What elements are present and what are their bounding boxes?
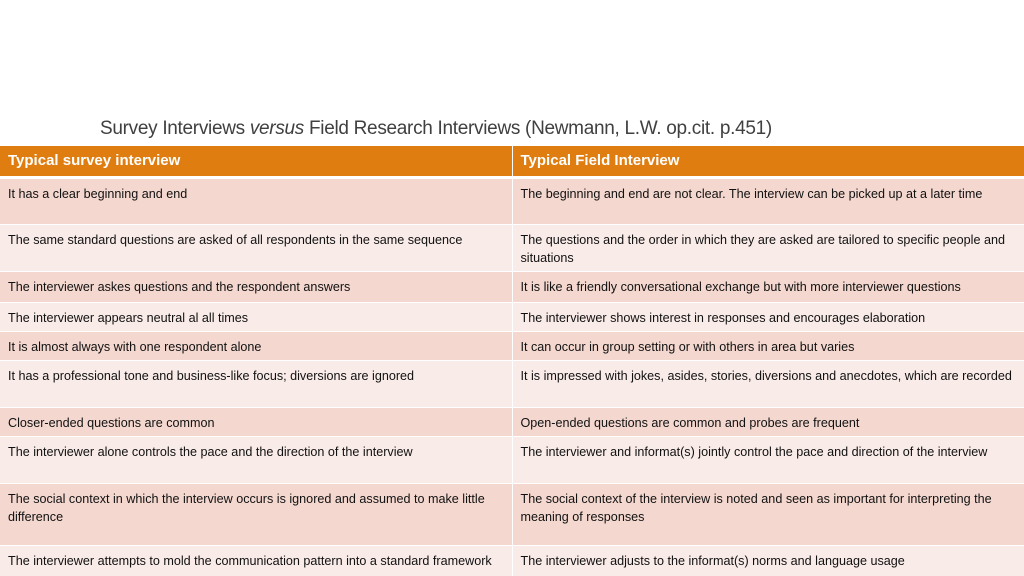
slide-title [100, 118, 772, 140]
comparison-table [0, 146, 1024, 576]
field-cell: The interviewer shows interest in responses and encourages elaboration [512, 302, 1024, 331]
survey-cell: It has a clear beginning and end [0, 177, 512, 224]
field-cell: It is like a friendly conversational exchange but with more interviewer questions [512, 271, 1024, 302]
table-row [0, 224, 1024, 271]
table-row [0, 483, 1024, 545]
field-cell: The questions and the order in which they are asked are tailored to specific people and situations [512, 224, 1024, 271]
survey-cell: The same standard questions are asked of all respondents in the same sequence [0, 224, 512, 271]
header-survey-interview: Typical survey interview [0, 146, 512, 177]
survey-cell: The interviewer attempts to mold the communication pattern into a standard framework [0, 545, 512, 576]
survey-cell: Closer-ended questions are common [0, 407, 512, 436]
table-row [0, 436, 1024, 483]
survey-cell: The interviewer alone controls the pace and the direction of the interview [0, 436, 512, 483]
table-row [0, 360, 1024, 407]
field-cell: The beginning and end are not clear. The interview can be picked up at a later time [512, 177, 1024, 224]
table-row [0, 271, 1024, 302]
survey-cell: The interviewer askes questions and the respondent answers [0, 271, 512, 302]
survey-cell: The social context in which the interview occurs is ignored and assumed to make little difference [0, 483, 512, 545]
field-cell: The social context of the interview is noted and seen as important for interpreting the meaning of responses [512, 483, 1024, 545]
table-row [0, 177, 1024, 224]
survey-cell: It is almost always with one respondent alone [0, 331, 512, 360]
table-row [0, 545, 1024, 576]
title-part-1: Survey Interviews [100, 118, 250, 139]
table-header-row [0, 146, 1024, 177]
table-row [0, 302, 1024, 331]
survey-cell: The interviewer appears neutral al all times [0, 302, 512, 331]
field-cell: It is impressed with jokes, asides, stories, diversions and anecdotes, which are recorded [512, 360, 1024, 407]
field-cell: The interviewer adjusts to the informat(s) norms and language usage [512, 545, 1024, 576]
field-cell: It can occur in group setting or with others in area but varies [512, 331, 1024, 360]
title-part-2: Field Research Interviews (Newmann, L.W. op.cit. p.451) [304, 118, 772, 139]
survey-cell: It has a professional tone and business-like focus; diversions are ignored [0, 360, 512, 407]
table-row [0, 331, 1024, 360]
field-cell: Open-ended questions are common and probes are frequent [512, 407, 1024, 436]
title-emphasis: versus [249, 118, 304, 139]
table-row [0, 407, 1024, 436]
field-cell: The interviewer and informat(s) jointly control the pace and direction of the interview [512, 436, 1024, 483]
header-field-interview: Typical Field Interview [512, 146, 1024, 177]
